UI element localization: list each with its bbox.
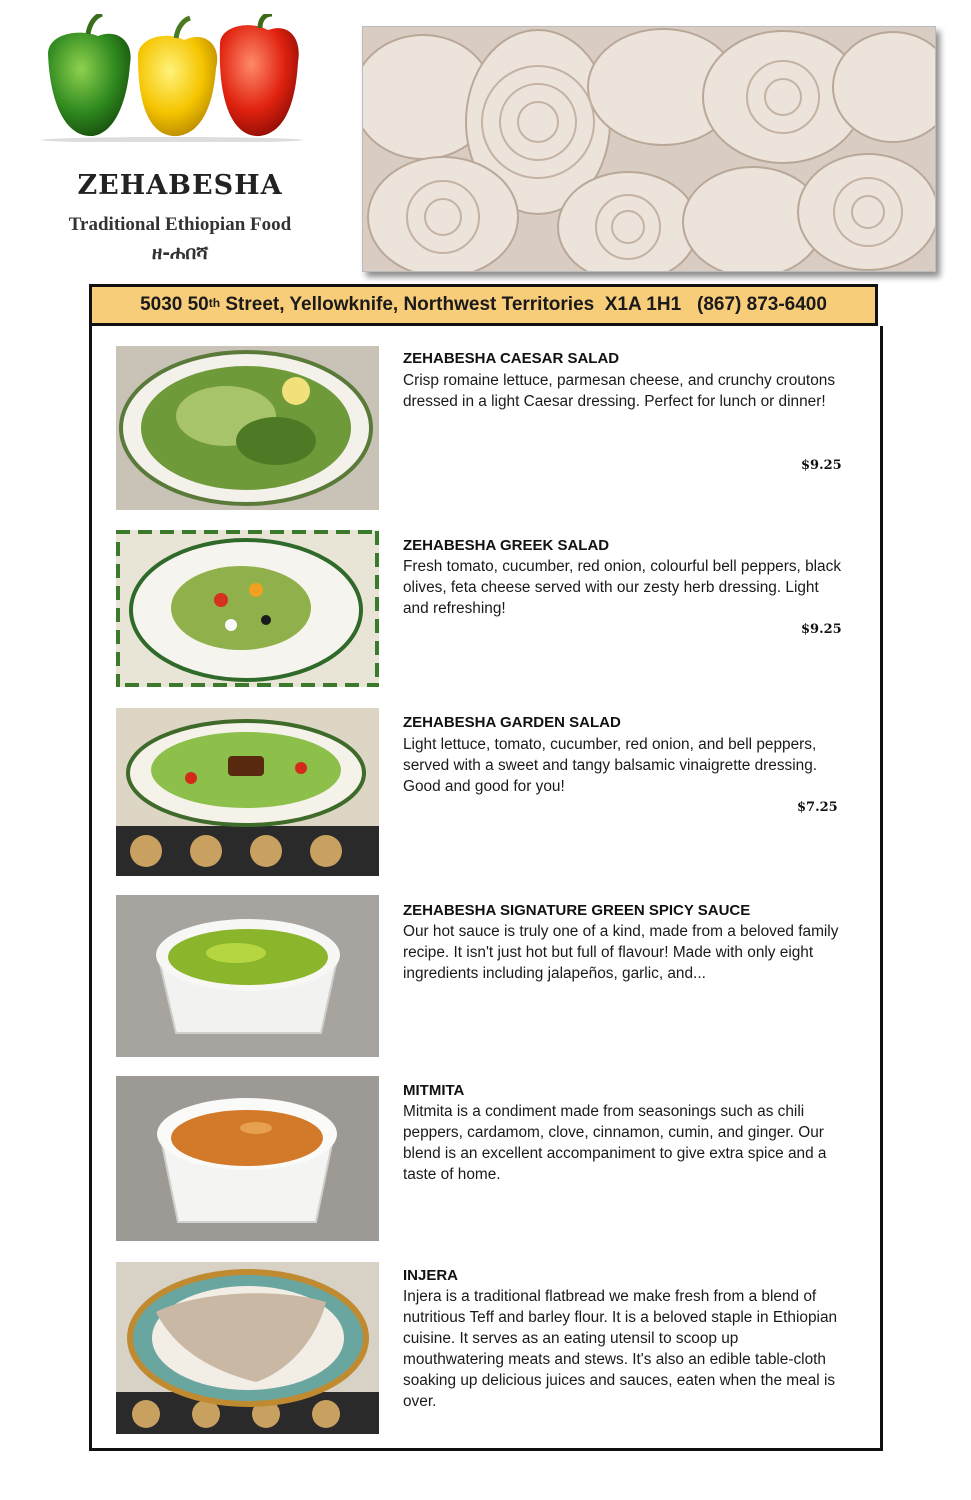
item-description: Our hot sauce is truly one of a kind, made from a beloved family recipe. It isn't just hot but full of flavour! Made with only eight ingredients including jalapeños, garlic, and... <box>403 923 839 982</box>
item-title: ZEHABESHA GREEK SALAD <box>403 537 610 554</box>
item-title: ZEHABESHA GARDEN SALAD <box>403 714 621 731</box>
peppers-logo <box>38 14 306 142</box>
item-price: $9.25 <box>801 622 842 637</box>
address-street-number: 5030 50 <box>140 294 209 315</box>
item-description: Light lettuce, tomato, cucumber, red onion, and bell peppers, served with a sweet and tangy balsamic vinaigrette dressing. Good and good for you! <box>403 736 818 795</box>
brand-name: ZEHABESHA <box>77 170 283 201</box>
item-price: $7.25 <box>797 800 838 815</box>
item-title: MITMITA <box>403 1082 465 1099</box>
item-title: ZEHABESHA SIGNATURE GREEN SPICY SAUCE <box>403 902 751 919</box>
item-description: Crisp romaine lettuce, parmesan cheese, and crunchy croutons dressed in a light Caesar dressing. Perfect for lunch or dinner! <box>403 372 836 410</box>
garden-salad-photo <box>116 708 379 876</box>
caesar-salad-photo <box>116 346 379 510</box>
injera-photo <box>116 1262 379 1434</box>
brand-amharic: ዘ-ሐበሻ <box>151 242 209 264</box>
item-title: INJERA <box>403 1267 459 1284</box>
address-ordinal: th <box>208 296 221 310</box>
mitmita-photo <box>116 1076 379 1241</box>
injera-rolls-photo <box>362 26 936 272</box>
item-title: ZEHABESHA CAESAR SALAD <box>403 350 620 367</box>
item-description: Fresh tomato, cucumber, red onion, colourful bell peppers, black olives, feta cheese served with our zesty herb dressing. Light and refreshing! <box>403 558 842 617</box>
item-description: Mitmita is a condiment made from seasonings such as chili peppers, cardamom, clove, cinnamon, cumin, and ginger. Our blend is an excellent accompaniment to give extra spice and a taste of home. <box>403 1103 827 1183</box>
greek-salad-photo <box>116 530 379 687</box>
brand-tagline: Traditional Ethiopian Food <box>68 214 292 235</box>
item-description: Injera is a traditional flatbread we make fresh from a blend of nutritious Teff and barley flour. It is a beloved staple in Ethiopian cuisine. It serves as an eating utensil to scoop up mouthwatering meats and stews. It's also an edible table-cloth soaking up delicious juices and sauces, eaten when the meal is over. <box>403 1288 838 1410</box>
item-price: $9.25 <box>801 458 842 473</box>
address-details: Street, Yellowknife, Northwest Territories X1A 1H1 (867) 873-6400 <box>220 294 827 315</box>
green-sauce-photo <box>116 895 379 1057</box>
address-bar <box>89 284 878 326</box>
